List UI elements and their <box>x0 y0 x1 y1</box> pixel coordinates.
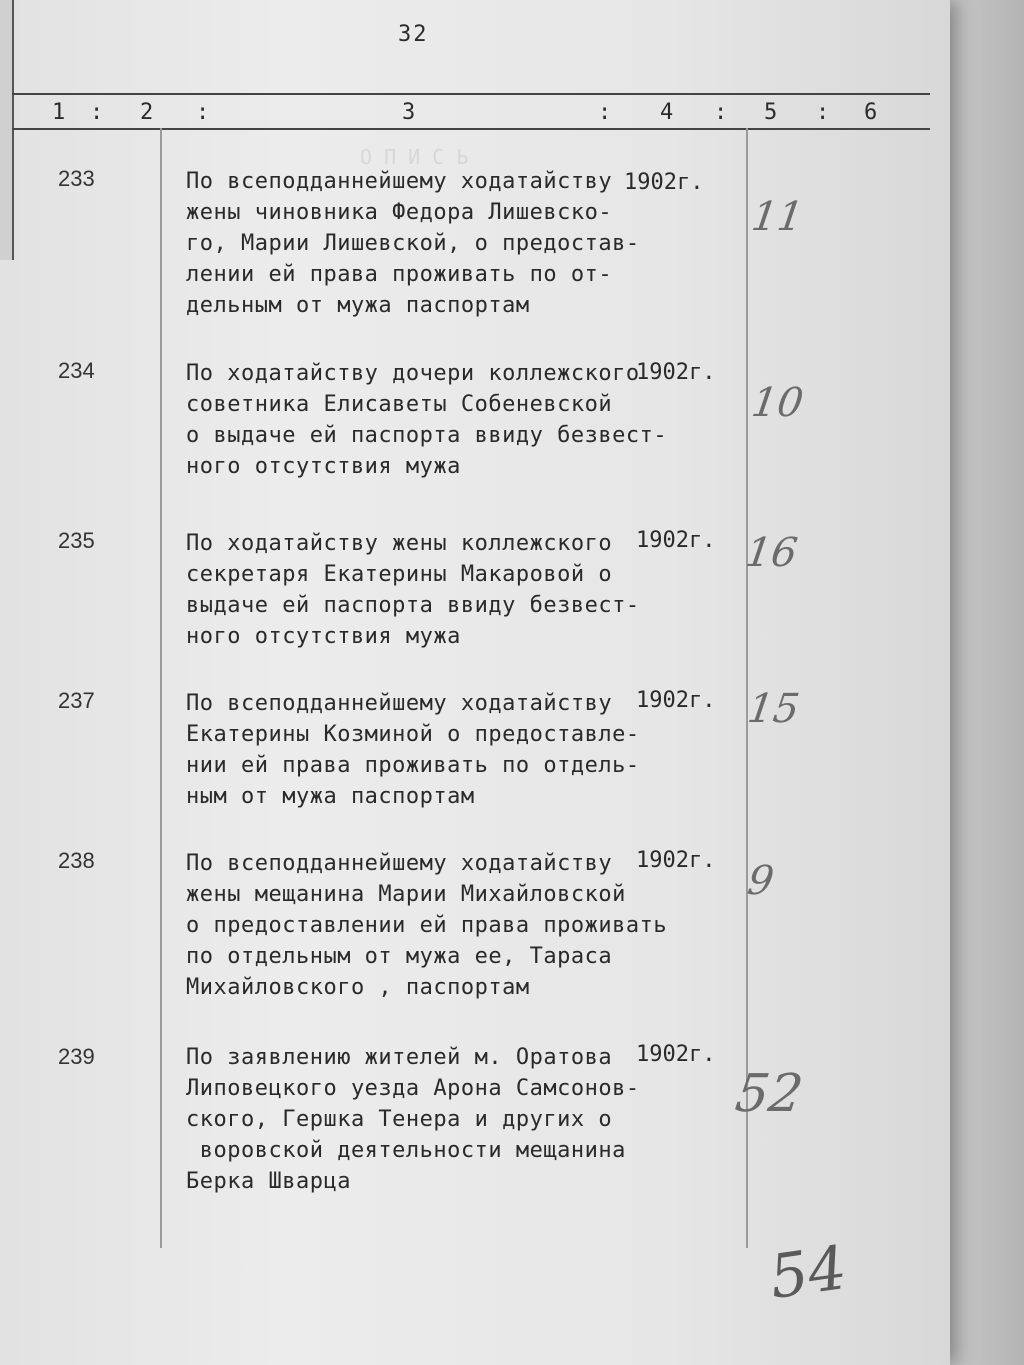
row-sheet-count: 52 <box>731 1064 807 1124</box>
col-separator: : <box>196 100 210 125</box>
bleed-through-text: О П И С Ь <box>360 145 469 169</box>
row-number: 238 <box>58 848 95 873</box>
row-number: 237 <box>58 688 95 713</box>
row-description: По всеподданнейшему ходатайству Екатерины Козминой о предоставле- нии ей права проживать по отдель- ным от мужа паспортам <box>186 691 640 809</box>
row-description: По всеподданнейшему ходатайству жены мещанина Марии Михайловской о предоставлении ей права проживать по отдельным от мужа ее, Тараса Михайловского , паспортам <box>186 851 668 1000</box>
row-year: 1902г. <box>636 1042 716 1067</box>
col-separator: : <box>598 100 612 125</box>
col-separator: : <box>714 100 728 125</box>
row-year: 1902г. <box>636 688 716 713</box>
col-head-2: 2 <box>140 100 154 125</box>
page-number: 32 <box>398 22 429 47</box>
col-head-4: 4 <box>660 100 674 125</box>
row-year: 1902г. <box>624 170 704 195</box>
underlying-page <box>940 0 1024 1365</box>
row-description: По всеподданнейшему ходатайству жены чиновника Федора Лишевско- го, Марии Лишевской, о предостав- лении ей права проживать по от- дельным от мужа паспортам <box>186 169 640 318</box>
row-number: 235 <box>58 528 95 553</box>
row-year: 1902г. <box>636 360 716 385</box>
column-divider <box>160 128 162 1248</box>
binding-strip <box>0 0 14 260</box>
col-head-6: 6 <box>864 100 878 125</box>
col-separator: : <box>90 100 104 125</box>
row-description: По ходатайству дочери коллежского советника Елисаветы Собеневской о выдаче ей паспорта ввиду безвест- ного отсутствия мужа <box>186 361 668 479</box>
row-sheet-count: 15 <box>744 686 803 732</box>
row-year: 1902г. <box>636 848 716 873</box>
row-sheet-count: 9 <box>744 858 777 904</box>
row-year: 1902г. <box>636 528 716 553</box>
row-sheet-count: 11 <box>748 194 807 240</box>
row-number: 239 <box>58 1044 95 1069</box>
header-top-rule <box>12 93 930 95</box>
col-head-5: 5 <box>764 100 778 125</box>
col-head-1: 1 <box>52 100 66 125</box>
col-head-3: 3 <box>402 100 416 125</box>
row-description: По ходатайству жены коллежского секретаря Екатерины Макаровой о выдаче ей паспорта ввиду безвест- ного отсутствия мужа <box>186 531 640 649</box>
row-description: По заявлению жителей м. Оратова Липовецкого уезда Арона Самсонов- ского, Гершка Тенера и других о воровской деятельности мещанина Берка Шварца <box>186 1045 640 1194</box>
col-separator: : <box>816 100 830 125</box>
row-number: 233 <box>58 166 95 191</box>
row-sheet-count: 10 <box>748 380 807 426</box>
row-sheet-count: 16 <box>742 530 801 576</box>
row-number: 234 <box>58 358 95 383</box>
handwritten-page-total: 54 <box>765 1233 851 1313</box>
header-bottom-rule <box>12 128 930 130</box>
